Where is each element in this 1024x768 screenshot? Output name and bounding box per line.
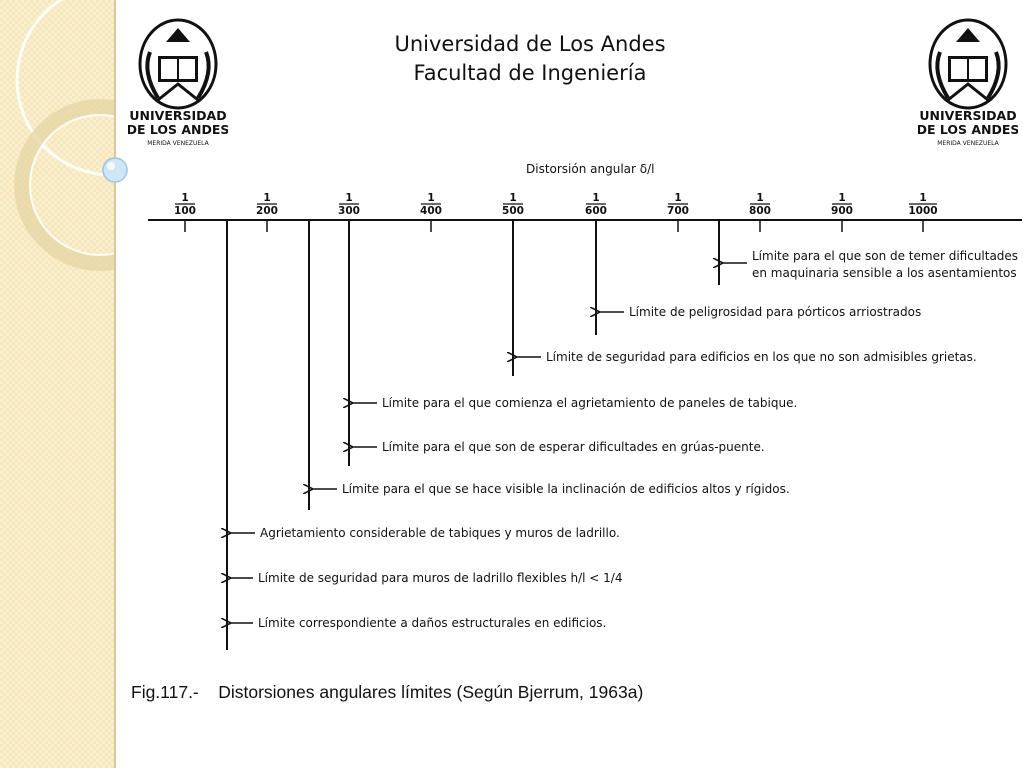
logo-location: MERIDA VENEZUELA <box>147 140 209 147</box>
logo-name-line2: DE LOS ANDES <box>128 122 228 137</box>
scale-label-900 <box>831 192 853 217</box>
scale-denominator: 1000 <box>908 205 938 217</box>
scale-denominator: 400 <box>420 205 442 217</box>
scale-numerator: 1 <box>427 192 435 204</box>
logo-name-line1: UNIVERSIDAD <box>129 108 227 123</box>
limit-label-machinery-line1: Límite para el que son de temer dificultades <box>752 249 1019 263</box>
scale-label-300 <box>338 192 360 217</box>
scale-label-200 <box>256 192 278 217</box>
limit-label-no-cracks: Límite de seguridad para edificios en los que no son admisibles grietas. <box>546 350 977 364</box>
logo-name-line2: DE LOS ANDES <box>918 122 1018 137</box>
logo-name-line1: UNIVERSIDAD <box>919 108 1017 123</box>
scale-numerator: 1 <box>509 192 517 204</box>
limit-label-flexible-walls: Límite de seguridad para muros de ladrillo flexibles h/l < 1/4 <box>258 571 623 585</box>
logo-location: MERIDA VENEZUELA <box>937 140 999 147</box>
limit-label-structural-damage: Límite correspondiente a daños estructurales en edificios. <box>258 616 607 630</box>
limit-label-partition-cracking: Límite para el que comienza el agrietamiento de paneles de tabique. <box>382 396 798 410</box>
scale-denominator: 100 <box>174 205 196 217</box>
limit-label-visible-tilt: Límite para el que se hace visible la inclinación de edificios altos y rígidos. <box>342 482 790 496</box>
scale-labels <box>174 192 938 217</box>
scale-numerator: 1 <box>345 192 353 204</box>
figure-caption-text: Distorsiones angulares límites (Según Bjerrum, 1963a) <box>218 682 644 702</box>
scale-denominator: 200 <box>256 205 278 217</box>
scale-numerator: 1 <box>592 192 600 204</box>
scale-label-800 <box>749 192 771 217</box>
scale-label-100 <box>174 192 196 217</box>
scale-numerator: 1 <box>674 192 682 204</box>
scale-denominator: 900 <box>831 205 853 217</box>
limit-label-braced-frames: Límite de peligrosidad para pórticos arriostrados <box>629 305 922 319</box>
scale-label-600 <box>585 192 607 217</box>
scale-label-500 <box>502 192 524 217</box>
scale-numerator: 1 <box>263 192 271 204</box>
limit-label-considerable-cracking: Agrietamiento considerable de tabiques y muros de ladrillo. <box>260 526 620 540</box>
scale-denominator: 300 <box>338 205 360 217</box>
title-line-university: Universidad de Los Andes <box>394 32 666 56</box>
title-line-faculty: Facultad de Ingeniería <box>413 61 647 85</box>
scale-label-400 <box>420 192 442 217</box>
scale-numerator: 1 <box>838 192 846 204</box>
scale-numerator: 1 <box>181 192 189 204</box>
scale-ticks <box>185 220 923 232</box>
scale-denominator: 800 <box>749 205 771 217</box>
figure-caption <box>131 682 643 703</box>
scale-denominator: 600 <box>585 205 607 217</box>
scale-denominator: 500 <box>502 205 524 217</box>
scale-label-700 <box>667 192 689 217</box>
limit-label-machinery-line2: en maquinaria sensible a los asentamientos <box>752 266 1017 280</box>
diagram-title: Distorsión angular δ/l <box>526 162 655 176</box>
scale-label-1000 <box>908 192 937 217</box>
limit-label-crane-difficulties: Límite para el que son de esperar dificultades en grúas-puente. <box>382 440 765 454</box>
scale-denominator: 700 <box>667 205 689 217</box>
scale-numerator: 1 <box>919 192 927 204</box>
scale-numerator: 1 <box>756 192 764 204</box>
limit-labels <box>258 249 1018 630</box>
limit-lines <box>227 220 719 650</box>
figure-number: Fig.117.- <box>131 682 199 702</box>
